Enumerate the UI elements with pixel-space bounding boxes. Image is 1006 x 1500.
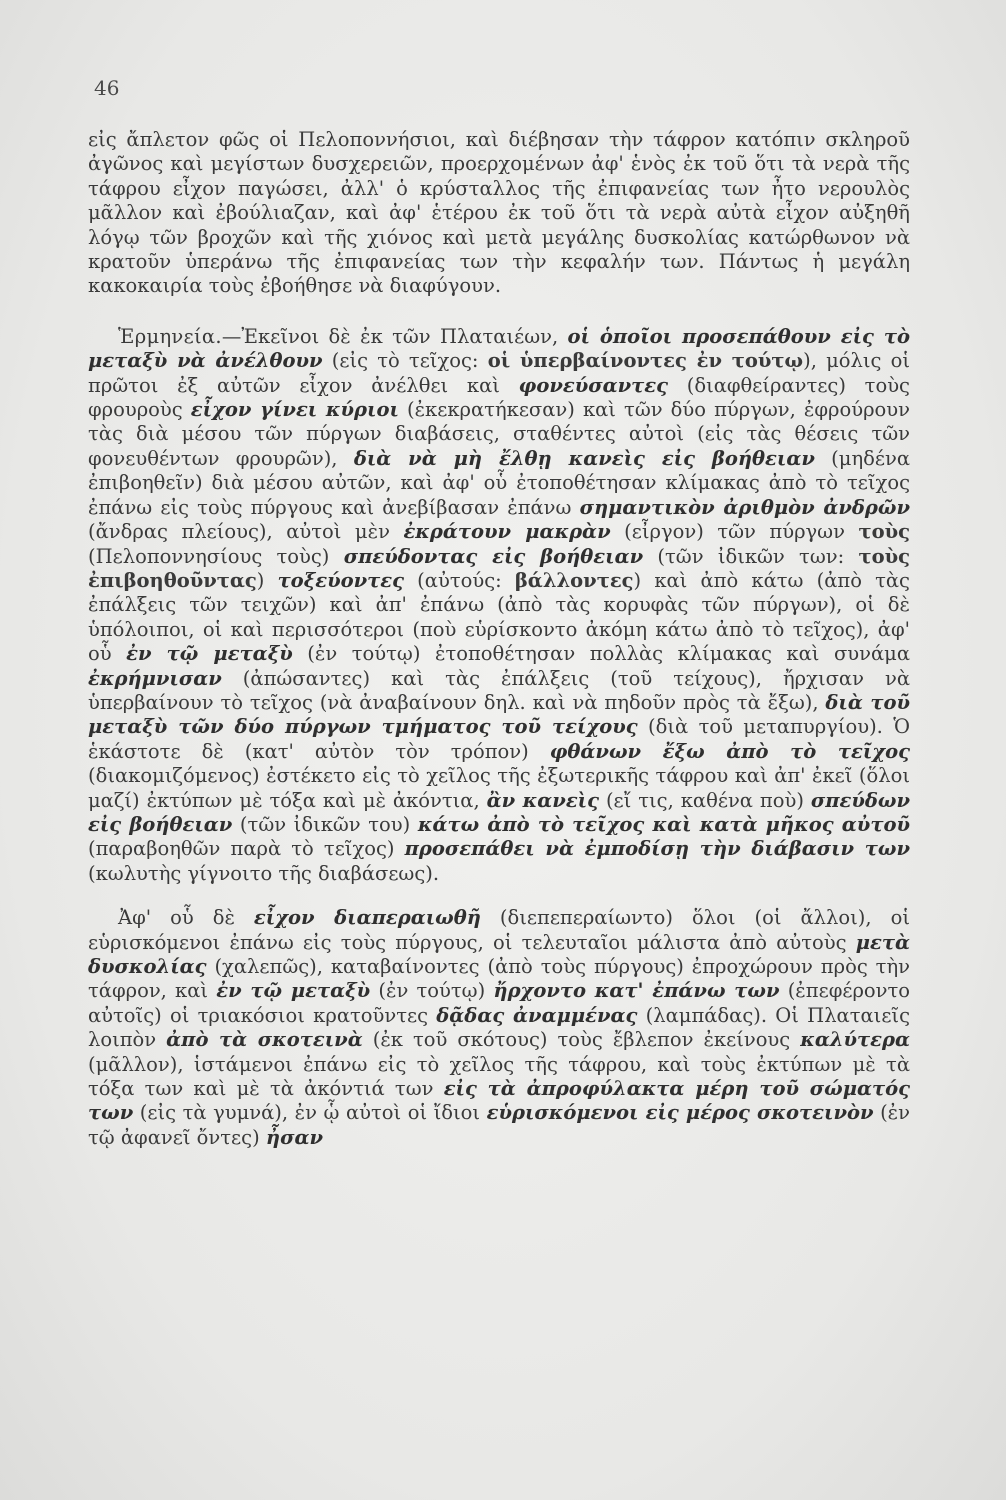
paragraph-continuation: εἰς ἄπλετον φῶς οἱ Πελοποννήσιοι, καὶ διέβησαν τὴν τάφρον κατόπιν σκληροῦ ἀγῶνος καὶ μεγίστων δυσχερειῶν, προερχομένων ἀφ' ἑνὸς ἐκ τοῦ ὅτι τὰ νερὰ τῆς τάφρου εἶχον παγώσει, ἀλλ' ὁ κρύσταλλος τῆς ἐπιφανείας των ἦτο νερουλὸς μᾶλλον καὶ ἐβούλιαζαν, καὶ ἀφ' ἑτέρου ἐκ τοῦ ὅτι τὰ νερὰ αὐτὰ εἶχον αὐξηθῆ λόγῳ τῶν βροχῶν καὶ τῆς χιόνος καὶ μετὰ μεγάλης δυσκολίας κατώρθωνον νὰ κρατοῦν ὑπεράνω τῆς ἐπιφανείας των τὴν κεφαλήν των. Πάντως ἡ μεγάλη κακοκαιρία τοὺς ἐβοήθησε νὰ διαφύγουν.: [88, 128, 910, 298]
text-span: (ἐκ τοῦ σκότους) τοὺς ἔβλεπον ἐκείνους: [362, 1028, 801, 1052]
emphasis-span: δᾷδας ἀναμμένας: [436, 1003, 638, 1027]
text-span: ): [256, 568, 278, 592]
emphasis-span: σημαντικὸν ἀριθμὸν ἀνδρῶν: [579, 495, 910, 519]
text-span: (εἰς τὰ γυμνά), ἐν ᾧ αὐτοὶ οἱ ἴδιοι: [133, 1101, 487, 1125]
text-span: (παραβοηθῶν παρὰ τὸ τεῖχος): [88, 837, 405, 861]
emphasis-span: κάτω ἀπὸ τὸ τεῖχος καὶ κατὰ μῆκος αὐτοῦ: [417, 812, 910, 836]
text-body: [88, 128, 910, 1150]
text-span: (διακομιζόμενος) ἐστέκετο εἰς τὸ χεῖλος τῆς ἐξωτερικῆς τάφρου καὶ ἀπ' ἐκεῖ (ὅλοι μαζί) ἐκτύπων μὲ τόξα καὶ μὲ ἀκόντια,: [88, 764, 910, 812]
emphasis-span: καλύτερα: [800, 1028, 910, 1052]
emphasis-span: ἐκράτουν μακρὰν: [403, 520, 611, 544]
emphasis-span: ἐν τῷ μεταξὺ: [216, 979, 371, 1003]
emphasis-span: ἦσαν: [265, 1125, 323, 1149]
text-span: (εἰς τὸ τεῖχος:: [322, 349, 488, 373]
emphasis-span: εἶχον διαπεραιωθῆ: [253, 906, 481, 930]
text-span: (διαφθείραντες) τοὺς φρουροὺς: [88, 373, 910, 422]
text-span: (τῶν ἰδικῶν των:: [643, 544, 859, 568]
page-number: 46: [94, 76, 120, 100]
emphasis-span: διὰ τοῦ μεταξὺ τῶν δύο πύργων τμήματος τοῦ τείχους: [88, 690, 910, 739]
text-span: (ἄνδρας πλείους), αὐτοὶ μὲν: [88, 520, 404, 544]
emphasis-span: ἐν τῷ μεταξὺ: [126, 642, 293, 666]
paragraph-interpretation: [88, 325, 910, 886]
text-span: (τῶν ἰδικῶν του): [232, 812, 418, 836]
text-span: (ἀπώσαντες) καὶ τὰς ἐπάλξεις (τοῦ τείχους), ἤρχισαν νὰ ὑπερβαίνουν τὸ τεῖχος (νὰ ἀναβαίνουν δηλ. καὶ νὰ πηδοῦν πρὸς τὰ ἔξω),: [88, 666, 910, 714]
emphasis-span: μετὰ δυσκολίας: [88, 930, 910, 978]
text-span: (διεπεπεραίωντο) ὅλοι (οἱ ἄλλοι), οἱ εὑρισκόμενοι ἐπάνω εἰς τοὺς πύργους, οἱ τελευταῖοι μάλιστα ἀπὸ αὐτοὺς: [88, 906, 910, 954]
text-span: (μᾶλλον), ἱστάμενοι ἐπάνω εἰς τὸ χεῖλος τῆς τάφρου, καὶ τοὺς ἐκτύπων μὲ τὰ τόξα των καὶ μὲ τὰ ἀκόντιά των: [88, 1052, 910, 1101]
emphasis-span: σπεύδων εἰς βοήθειαν: [88, 788, 911, 836]
text-span: (κωλυτὴς γίγνοιτο τῆς διαβάσεως).: [88, 861, 440, 885]
text-span: (ἐπεφέροντο αὐτοῖς) οἱ τριακόσιοι κρατοῦντες: [88, 979, 911, 1027]
text-span: (αὐτούς:: [404, 568, 515, 592]
bold-span: τοὺς ἐπιβοηθοῦντας: [88, 544, 910, 592]
emphasis-span: ἂν κανεὶς: [486, 788, 599, 812]
text-span: (ἐν τούτῳ) ἐτοποθέτησαν πολλὰς κλίμακας καὶ συνάμα: [292, 642, 910, 666]
text-span: (λαμπάδας). Οἱ Πλαταιεῖς λοιπὸν: [88, 1003, 910, 1052]
paragraph-continuation-2: [88, 906, 910, 1150]
emphasis-span: φονεύσαντες: [518, 373, 668, 397]
emphasis-span: εἶχον γίνει κύριοι: [190, 398, 399, 422]
emphasis-span: διὰ νὰ μὴ ἔλθῃ κανεὶς εἰς βοήθειαν: [353, 446, 815, 470]
text-span: (ἐκεκρατήκεσαν) καὶ τῶν δύο πύργων, ἐφρούρουν τὰς διὰ μέσου τῶν πύργων διαβάσεις, σταθέντες αὐτοὶ (εἰς τὰς θέσεις τῶν φονευθέντων φρουρῶν),: [88, 398, 910, 470]
emphasis-span: εὑρισκόμενοι εἰς μέρος σκοτεινὸν: [486, 1101, 874, 1125]
bold-span: τοὺς: [858, 520, 910, 544]
emphasis-span: οἱ ὁποῖοι προσεπάθουν εἰς τὸ μεταξὺ νὰ ἀνέλθουν: [88, 324, 910, 373]
text-span: (ἐν τῷ ἀφανεῖ ὄντες): [88, 1101, 911, 1149]
bold-span: οἱ ὑπερβαίνοντες ἐν τούτῳ: [487, 349, 804, 373]
text-span: (ἐν τούτῳ): [370, 979, 494, 1003]
text-span: (διὰ τοῦ μεταπυργίου). Ὁ ἑκάστοτε δὲ (κατ' αὐτὸν τὸν τρόπον): [88, 715, 910, 763]
text-span: ) καὶ ἀπὸ κάτω (ἀπὸ τὰς ἐπάλξεις τῶν τειχῶν) καὶ ἀπ' ἐπάνω (ἀπὸ τὰς κορυφὰς τῶν πύργων), οἱ δὲ ὑπόλοιποι, οἱ καὶ περισσότεροι (ποὺ εὑρίσκοντο ἀκόμη κάτω ἀπὸ τὸ τεῖχος), ἀφ' οὗ: [88, 568, 910, 666]
emphasis-span: σπεύδοντας εἰς βοήθειαν: [343, 544, 644, 568]
emphasis-span: ἐκρήμνισαν: [88, 666, 222, 690]
text-span: ), μόλις οἱ πρῶτοι ἐξ αὐτῶν εἶχον ἀνέλθει καὶ: [88, 349, 911, 397]
emphasis-span: ἀπὸ τὰ σκοτεινὰ: [166, 1028, 363, 1052]
text-span: (μηδένα ἐπιβοηθεῖν) διὰ μέσου αὐτῶν, καὶ ἀφ' οὗ ἐτοποθέτησαν κλίμακας ἀπὸ τὸ τεῖχος ἐπάνω εἰς τοὺς πύργους καὶ ἀνεβίβασαν ἐπάνω: [88, 446, 911, 519]
emphasis-span: εἰς τὰ ἀπροφύλακτα μέρη τοῦ σώματός των: [88, 1077, 911, 1125]
text-span: —Ἐκεῖνοι δὲ ἐκ τῶν Πλαταιέων,: [221, 324, 568, 348]
emphasis-span: προσεπάθει νὰ ἐμποδίσῃ τὴν διάβασιν των: [404, 837, 910, 861]
text-span: (χαλεπῶς), καταβαίνοντες (ἀπὸ τοὺς πύργους) ἐπροχώρουν πρὸς τὴν τάφρον, καὶ: [88, 955, 910, 1003]
text-span: Ἀφ' οὗ δὲ: [118, 906, 254, 930]
bold-span: βάλλοντες: [514, 568, 634, 592]
emphasis-span: ἤρχοντο κατ' ἐπάνω των: [493, 979, 780, 1003]
emphasis-span: τοξεύοντες: [277, 568, 405, 592]
emphasis-span: φθάνων ἔξω ἀπὸ τὸ τεῖχος: [549, 739, 910, 763]
text-span: (εἴ τις, καθένα ποὺ): [599, 788, 811, 812]
text-span: (εἶργον) τῶν πύργων: [610, 520, 859, 544]
section-heading-interpretation: Ἑρμηνεία.: [118, 324, 222, 348]
text-span: (Πελοποννησίους τοὺς): [88, 544, 344, 568]
